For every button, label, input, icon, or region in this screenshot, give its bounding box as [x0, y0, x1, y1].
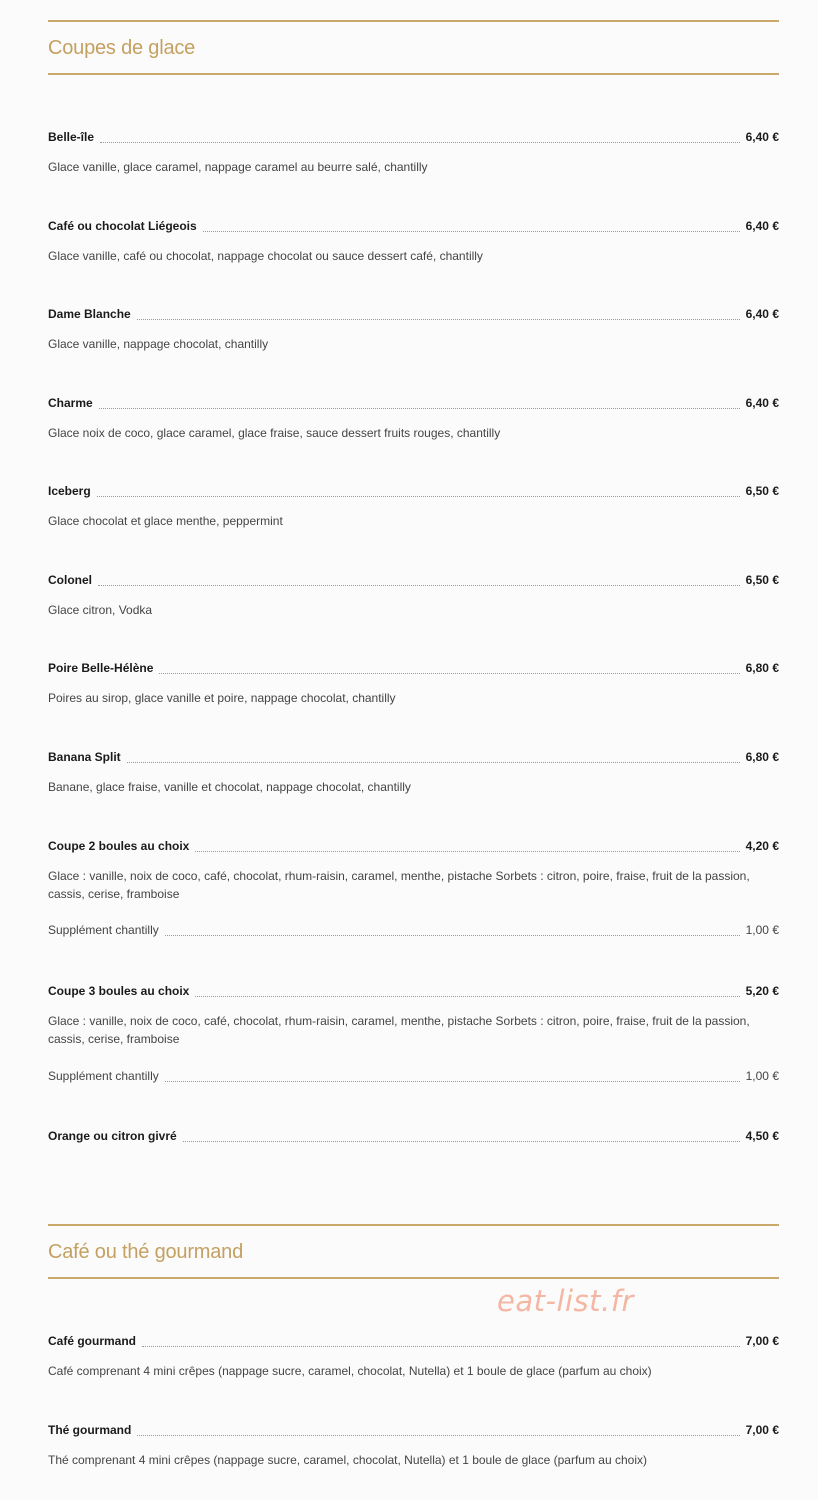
item-name: Orange ou citron givré: [48, 1129, 177, 1143]
item-description: Glace chocolat et glace menthe, peppermint: [48, 514, 283, 528]
dot-leader: [137, 319, 740, 320]
item-name: Coupe 3 boules au choix: [48, 984, 190, 998]
dot-leader: [127, 762, 740, 763]
item-description: Glace : vanille, noix de coco, café, chocolat, rhum-raisin, caramel, menthe, pistache Sorbets : citron, poire, fraise, fruit de la passion, cassis, cerise, framboise: [48, 1014, 750, 1046]
item-name: Café ou chocolat Liégeois: [48, 219, 197, 233]
menu-item-row: [48, 984, 779, 1002]
supplement-name: Supplément chantilly: [48, 923, 159, 937]
item-name: Charme: [48, 396, 93, 410]
dot-leader: [98, 585, 740, 586]
menu-item-row: [48, 130, 779, 148]
item-description: Glace citron, Vodka: [48, 603, 153, 617]
item-description: Glace vanille, glace caramel, nappage caramel au beurre salé, chantilly: [48, 160, 428, 174]
item-description: Glace noix de coco, glace caramel, glace fraise, sauce dessert fruits rouges, chantilly: [48, 426, 501, 440]
menu-item-row: [48, 750, 779, 768]
menu-item-row: [48, 1423, 779, 1441]
menu-item-row: [48, 307, 779, 325]
dot-leader: [99, 408, 740, 409]
item-name: Banana Split: [48, 750, 121, 764]
menu-item-row: [48, 1334, 779, 1352]
item-price: 6,40 €: [745, 307, 779, 321]
dot-leader: [195, 851, 739, 852]
dot-leader: [100, 142, 740, 143]
supplement-name: Supplément chantilly: [48, 1069, 159, 1083]
supplement-price: 1,00 €: [745, 1069, 779, 1083]
supplement-row: [48, 923, 779, 941]
item-price: 6,80 €: [745, 661, 779, 675]
dot-leader: [142, 1346, 740, 1347]
item-price: 4,50 €: [745, 1129, 779, 1143]
item-description: Glace : vanille, noix de coco, café, chocolat, rhum-raisin, caramel, menthe, pistache Sorbets : citron, poire, fraise, fruit de la passion, cassis, cerise, framboise: [48, 869, 750, 901]
menu-item-row: [48, 661, 779, 679]
menu-item-row: [48, 839, 779, 857]
item-name: Iceberg: [48, 484, 91, 498]
item-description: Banane, glace fraise, vanille et chocolat, nappage chocolat, chantilly: [48, 780, 411, 794]
item-name: Thé gourmand: [48, 1423, 132, 1437]
menu-item-row: [48, 484, 779, 502]
item-price: 6,40 €: [745, 396, 779, 410]
supplement-row: [48, 1069, 779, 1087]
dot-leader: [137, 1435, 739, 1436]
item-name: Coupe 2 boules au choix: [48, 839, 190, 853]
menu-item-row: [48, 1129, 779, 1147]
watermark: eat-list.fr: [497, 1284, 634, 1318]
dot-leader: [97, 496, 740, 497]
item-name: Dame Blanche: [48, 307, 131, 321]
section-bottom-rule: [48, 73, 779, 75]
item-description: Glace vanille, café ou chocolat, nappage chocolat ou sauce dessert café, chantilly: [48, 249, 483, 263]
section-bottom-rule: [48, 1277, 779, 1279]
section-top-rule: [48, 1224, 779, 1226]
item-name: Colonel: [48, 573, 92, 587]
menu-item-row: [48, 573, 779, 591]
item-price: 6,80 €: [745, 750, 779, 764]
item-price: 6,50 €: [745, 573, 779, 587]
item-description: Poires au sirop, glace vanille et poire, nappage chocolat, chantilly: [48, 691, 396, 705]
dot-leader: [159, 673, 739, 674]
dot-leader: [203, 231, 740, 232]
item-price: 5,20 €: [745, 984, 779, 998]
section-top-rule: [48, 20, 779, 22]
item-description: Thé comprenant 4 mini crêpes (nappage sucre, caramel, chocolat, Nutella) et 1 boule de glace (parfum au choix): [48, 1453, 647, 1467]
dot-leader: [183, 1141, 740, 1142]
section-title: Coupes de glace: [48, 37, 196, 59]
menu-item-row: [48, 219, 779, 237]
item-price: 6,40 €: [745, 130, 779, 144]
item-description: Glace vanille, nappage chocolat, chantilly: [48, 337, 269, 351]
menu-item-row: [48, 396, 779, 414]
dot-leader: [165, 935, 740, 936]
dot-leader: [165, 1081, 740, 1082]
item-price: 6,50 €: [745, 484, 779, 498]
section-title: Café ou thé gourmand: [48, 1241, 244, 1263]
item-price: 4,20 €: [745, 839, 779, 853]
dot-leader: [195, 996, 739, 997]
item-name: Belle-île: [48, 130, 95, 144]
supplement-price: 1,00 €: [745, 923, 779, 937]
item-price: 7,00 €: [745, 1334, 779, 1348]
item-price: 6,40 €: [745, 219, 779, 233]
item-name: Poire Belle-Hélène: [48, 661, 154, 675]
item-description: Café comprenant 4 mini crêpes (nappage sucre, caramel, chocolat, Nutella) et 1 boule de glace (parfum au choix): [48, 1364, 652, 1378]
item-price: 7,00 €: [745, 1423, 779, 1437]
item-name: Café gourmand: [48, 1334, 137, 1348]
